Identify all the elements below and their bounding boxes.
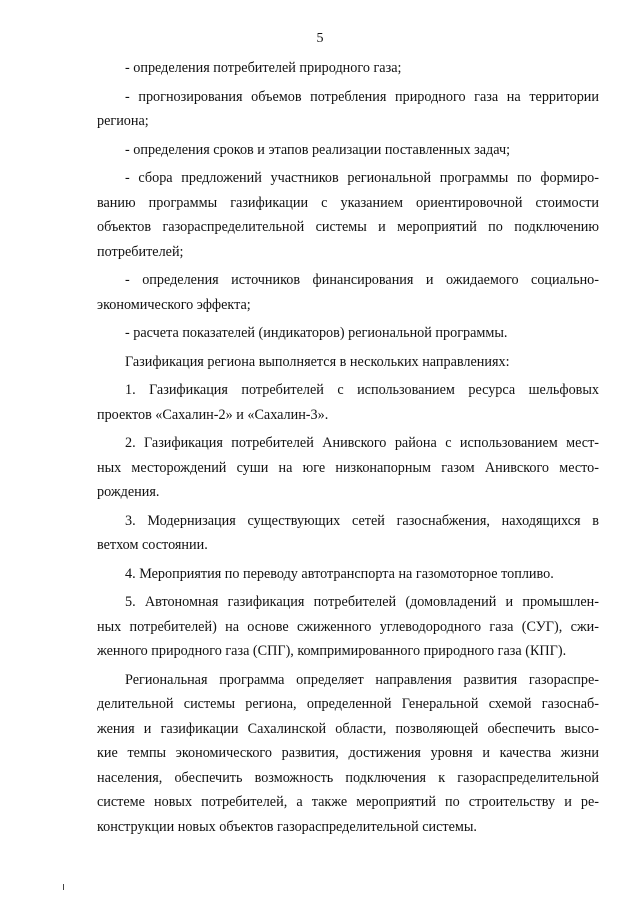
scan-mark <box>63 884 64 890</box>
text-line: системе новых потребителей, а также мероприятий по строительству и ре- <box>97 794 599 810</box>
paragraph-p12 <box>97 590 599 664</box>
text-line: 4. Мероприятия по переводу автотранспорта на газомоторное топливо. <box>125 565 554 582</box>
text-line: 3. Модернизация существующих сетей газоснабжения, находящихся в <box>125 512 599 529</box>
paragraph-p2 <box>97 85 599 134</box>
text-line: - расчета показателей (индикаторов) региональной программы. <box>125 325 508 341</box>
text-line: - сбора предложений участников региональной программы по формиро- <box>125 170 599 186</box>
text-line: проектов «Сахалин-2» и «Сахалин-3». <box>97 406 329 423</box>
paragraph-p5 <box>97 268 599 317</box>
text-line: конструкции новых объектов газораспределительной системы. <box>97 818 477 835</box>
text-line: экономического эффекта; <box>97 296 251 313</box>
page-number: 5 <box>316 31 324 46</box>
paragraph-p1 <box>97 56 599 81</box>
text-line: - прогнозирования объемов потребления природного газа на территории <box>125 88 599 105</box>
text-line: кие темпы экономического развития, достижения уровня и качества жизни <box>97 745 599 761</box>
text-line: 2. Газификация потребителей Анивского района с использованием мест- <box>125 435 599 451</box>
text-line: - определения источников финансирования и ожидаемого социально- <box>125 272 599 288</box>
text-line: - определения потребителей природного газа; <box>125 60 402 76</box>
text-line: ных потребителей) на основе сжиженного углеводородного газа (СУГ), сжи- <box>97 618 599 635</box>
text-line: делительной системы региона, определенной Генеральной схемой газоснаб- <box>97 696 599 712</box>
text-line: Газификация региона выполняется в нескольких направлениях: <box>125 353 510 370</box>
text-line: населения, обеспечить возможность подключения к газораспределительной <box>97 769 599 786</box>
document-body <box>97 56 599 843</box>
text-line: женного природного газа (СПГ), компримированного природного газа (КПГ). <box>97 643 567 659</box>
text-line: жения и газификации Сахалинской области, позволяющей обеспечить высо- <box>97 720 599 737</box>
text-line: региона; <box>97 113 149 129</box>
paragraph-p13 <box>97 668 599 840</box>
paragraph-p9 <box>97 431 599 505</box>
paragraph-p10 <box>97 509 599 558</box>
text-line: ных месторождений суши на юге низконапорным газом Анивского место- <box>97 459 599 476</box>
text-line: потребителей; <box>97 243 184 260</box>
text-line: Региональная программа определяет направления развития газораспре- <box>125 671 599 688</box>
text-line: объектов газораспределительной системы и мероприятий по подключению <box>97 219 599 235</box>
paragraph-p11 <box>97 562 599 587</box>
paragraph-p3 <box>97 138 599 163</box>
paragraph-p6 <box>97 321 599 346</box>
paragraph-p4 <box>97 166 599 264</box>
text-line: - определения сроков и этапов реализации поставленных задач; <box>125 141 511 158</box>
text-line: ветхом состоянии. <box>97 537 208 553</box>
text-line: 1. Газификация потребителей с использованием ресурса шельфовых <box>125 382 599 398</box>
paragraph-p8 <box>97 378 599 427</box>
paragraph-p7 <box>97 350 599 375</box>
text-line: 5. Автономная газификация потребителей (домовладений и промышлен- <box>125 594 599 610</box>
text-line: ванию программы газификации с указанием ориентировочной стоимости <box>97 194 599 211</box>
text-line: рождения. <box>97 484 160 500</box>
